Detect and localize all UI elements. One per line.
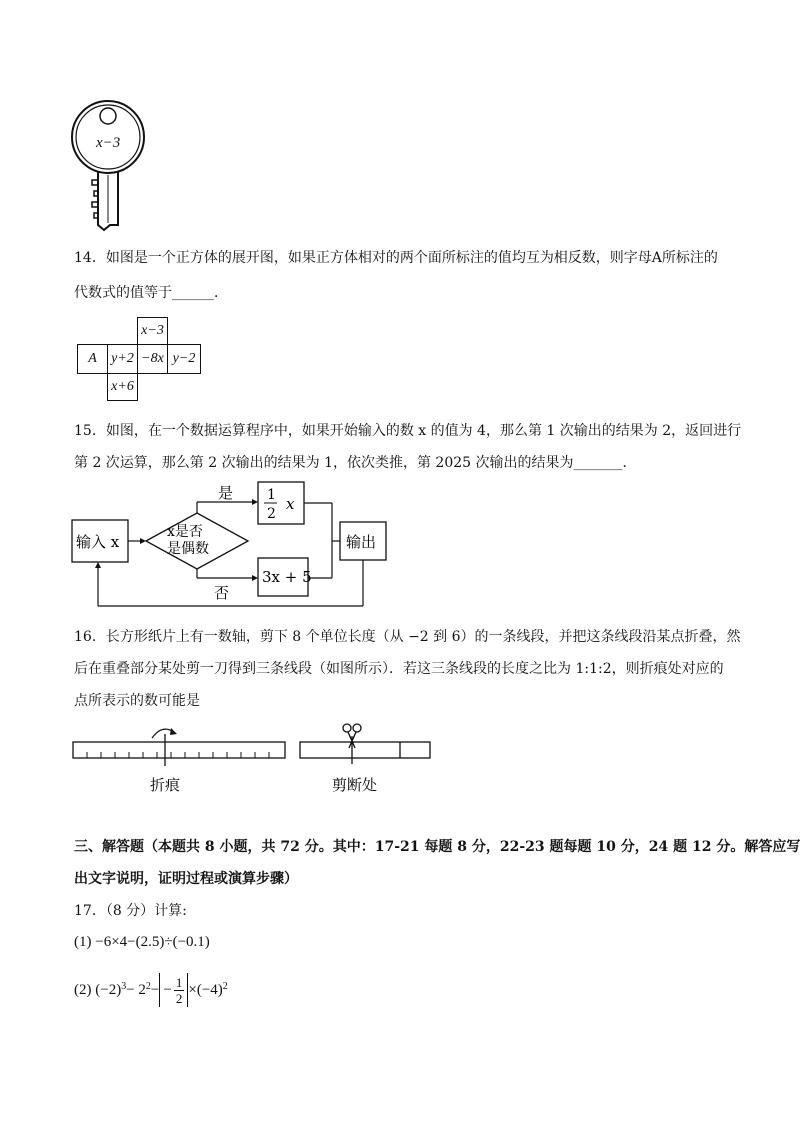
decision-line2: 是偶数: [167, 541, 209, 557]
q15-text-line1: 15．如图，在一个数据运算程序中，如果开始输入的数 x 的值为 4，那么第 1 次输出的结果为 2，返回进行: [74, 423, 742, 439]
q17-p2-abs: − $\frac{1}{2}$: [159, 973, 188, 1007]
q17-p2-exp1: 3: [121, 980, 127, 992]
q16-text-line2: 后在重叠部分某处剪一刀得到三条线段（如图所示）．若这三条线段的长度之比为 1:1:2，则折痕处对应的: [74, 661, 724, 677]
q17-title: 17．（8 分）计算:: [74, 903, 187, 919]
number-line-strip: [73, 742, 285, 758]
q14-text-line2: 代数式的值等于______．: [74, 285, 228, 301]
op-yes-den: 2: [267, 506, 276, 522]
q17-p2-frac-den: 2: [175, 990, 183, 1006]
q17-p2-b: − 2: [126, 981, 146, 998]
section3-heading-line2: 出文字说明，证明过程或演算步骤）: [74, 871, 298, 887]
input-label: 输入 x: [76, 533, 120, 551]
cut-label: 剪断处: [332, 776, 378, 794]
q17-p2-a: (2) (−2): [74, 981, 122, 998]
paper-strip-figure: [70, 718, 440, 798]
op-yes-var: x: [286, 495, 295, 513]
fold-label: 折痕: [150, 776, 181, 794]
q17-p2-frac-num: 1: [175, 974, 183, 990]
op-no-label: 3x + 5: [262, 568, 312, 586]
q17-p2-d: ×(−4): [188, 981, 223, 998]
net-top: x−3: [137, 317, 168, 345]
output-label: 输出: [346, 533, 377, 551]
q15-text-line2: 第 2 次运算，那么第 2 次输出的结果为 1，依次类推，第 2025 次输出的结果为_______．: [74, 455, 637, 471]
q16-text-line3: 点所表示的数可能是: [74, 693, 200, 709]
net-b: y+2: [107, 344, 138, 374]
q17-part1: (1) −6×4−(2.5)÷(−0.1): [74, 934, 210, 950]
q17-p2-c: −: [150, 981, 160, 998]
net-c: −8x: [137, 344, 168, 374]
no-label: 否: [214, 584, 230, 602]
decision-line1: x是否: [167, 524, 203, 540]
key-figure: [68, 95, 158, 235]
q17-p2-exp3: 2: [222, 980, 228, 992]
flowchart: [70, 478, 400, 610]
yes-label: 是: [218, 484, 234, 502]
q14-text-line1: 14．如图是一个正方体的展开图，如果正方体相对的两个面所标注的值均互为相反数，则字母A所标注的: [74, 250, 718, 266]
cut-strip: [300, 742, 430, 758]
key-label: x−3: [96, 135, 121, 151]
q16-text-line1: 16．长方形纸片上有一数轴，剪下 8 个单位长度（从 −2 到 6）的一条线段，并把这条线段沿某点折叠，然: [74, 629, 741, 645]
q17-part2: [74, 970, 228, 1010]
op-yes-num: 1: [267, 487, 276, 503]
net-a: A: [77, 344, 108, 374]
q17-p2-exp2: 2: [145, 980, 151, 992]
section3-heading-line1: 三、解答题（本题共 8 小题，共 72 分。其中：17-21 每题 8 分，22-23 题每题 10 分，24 题 12 分。解答应写: [74, 839, 800, 855]
net-bottom: x+6: [107, 373, 138, 401]
net-d: y−2: [167, 344, 201, 374]
